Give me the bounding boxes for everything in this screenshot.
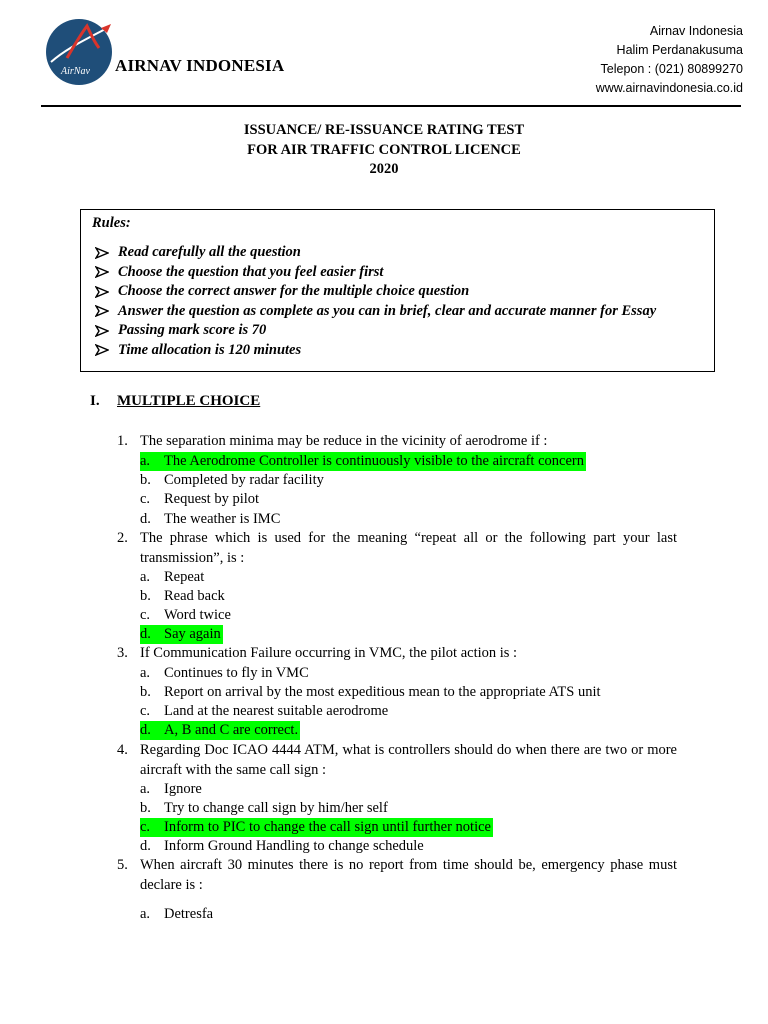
option-letter: d. bbox=[140, 511, 151, 527]
question-1 bbox=[117, 432, 677, 452]
option-letter: a. bbox=[140, 906, 151, 922]
answer-option[interactable] bbox=[140, 905, 215, 924]
rule-item bbox=[95, 341, 656, 361]
question-number: 5. bbox=[117, 857, 128, 873]
question-3 bbox=[117, 644, 677, 664]
answer-option[interactable] bbox=[140, 490, 261, 509]
rule-text: Choose the correct answer for the multiple choice question bbox=[118, 283, 470, 300]
answer-option[interactable] bbox=[140, 664, 311, 683]
question-text: The separation minima may be reduce in the vicinity of aerodrome if : bbox=[140, 433, 548, 449]
option-letter: c. bbox=[140, 491, 151, 507]
answer-option[interactable] bbox=[140, 702, 390, 721]
option-text: Land at the nearest suitable aerodrome bbox=[164, 703, 389, 719]
answer-option[interactable] bbox=[140, 625, 223, 644]
question-text: When aircraft 30 minutes there is no report from time should be, emergency phase must declare is : bbox=[140, 857, 677, 893]
option-text: Detresfa bbox=[164, 906, 214, 922]
question-4 bbox=[117, 741, 677, 780]
contact-block bbox=[596, 22, 743, 98]
question-number: 3. bbox=[117, 645, 128, 661]
option-letter: b. bbox=[140, 800, 151, 816]
answer-option[interactable] bbox=[140, 721, 300, 740]
option-text: Inform Ground Handling to change schedule bbox=[164, 838, 424, 854]
section-number: I. bbox=[90, 393, 100, 409]
option-text: A, B and C are correct. bbox=[164, 722, 299, 738]
section-title: MULTIPLE CHOICE bbox=[117, 393, 261, 409]
rule-item bbox=[95, 302, 656, 322]
question-text: The phrase which is used for the meaning “repeat all or the following part your last transmission”, is : bbox=[140, 530, 677, 566]
airnav-logo bbox=[45, 18, 117, 86]
option-letter: d. bbox=[140, 626, 151, 642]
option-letter: c. bbox=[140, 819, 151, 835]
answer-option[interactable] bbox=[140, 837, 426, 856]
option-letter: b. bbox=[140, 684, 151, 700]
rule-item bbox=[95, 243, 656, 263]
question-number: 4. bbox=[117, 742, 128, 758]
option-text: The Aerodrome Controller is continuously visible to the aircraft concern bbox=[164, 453, 584, 469]
option-letter: c. bbox=[140, 607, 151, 623]
contact-company: Airnav Indonesia bbox=[649, 24, 743, 38]
answer-option[interactable] bbox=[140, 799, 390, 818]
rule-text: Choose the question that you feel easier first bbox=[118, 263, 384, 280]
rule-text: Read carefully all the question bbox=[118, 244, 301, 261]
document-title bbox=[0, 121, 768, 180]
title-line-3: 2020 bbox=[369, 161, 399, 177]
option-text: Word twice bbox=[164, 607, 231, 623]
option-text: Request by pilot bbox=[164, 491, 260, 507]
arrow-bullet-icon bbox=[95, 266, 109, 278]
option-text: The weather is IMC bbox=[164, 511, 281, 527]
option-letter: a. bbox=[140, 665, 151, 681]
answer-option[interactable] bbox=[140, 818, 493, 837]
option-text: Repeat bbox=[164, 569, 205, 585]
contact-address: Halim Perdanakusuma bbox=[616, 43, 743, 57]
question-5 bbox=[117, 856, 677, 895]
option-letter: d. bbox=[140, 722, 151, 738]
question-text: If Communication Failure occurring in VMC, the pilot action is : bbox=[140, 645, 518, 661]
option-letter: a. bbox=[140, 781, 151, 797]
option-letter: d. bbox=[140, 838, 151, 854]
rules-box bbox=[80, 209, 715, 372]
option-letter: a. bbox=[140, 453, 151, 469]
arrow-bullet-icon bbox=[95, 305, 109, 317]
rules-heading: Rules: bbox=[92, 215, 131, 231]
rule-text: Time allocation is 120 minutes bbox=[118, 341, 302, 358]
arrow-bullet-icon bbox=[95, 325, 109, 337]
question-2 bbox=[117, 529, 677, 568]
option-text: Continues to fly in VMC bbox=[164, 665, 309, 681]
answer-option[interactable] bbox=[140, 606, 233, 625]
rule-text: Answer the question as complete as you can in brief, clear and accurate manner for Essay bbox=[118, 302, 657, 319]
rule-text: Passing mark score is 70 bbox=[118, 322, 267, 339]
document-header bbox=[0, 0, 768, 108]
option-letter: b. bbox=[140, 472, 151, 488]
rules-list bbox=[95, 243, 656, 360]
option-letter: c. bbox=[140, 703, 151, 719]
arrow-bullet-icon bbox=[95, 247, 109, 259]
option-text: Completed by radar facility bbox=[164, 472, 324, 488]
logo-text: AirNav bbox=[61, 66, 90, 77]
answer-option[interactable] bbox=[140, 510, 282, 529]
section-heading bbox=[90, 393, 260, 410]
title-line-2: FOR AIR TRAFFIC CONTROL LICENCE bbox=[247, 141, 521, 158]
question-number: 1. bbox=[117, 433, 128, 449]
answer-option[interactable] bbox=[140, 568, 206, 587]
question-text: Regarding Doc ICAO 4444 ATM, what is controllers should do when there are two or more aircraft with the same call sign : bbox=[140, 742, 677, 778]
title-line-1: ISSUANCE/ RE-ISSUANCE RATING TEST bbox=[243, 122, 525, 138]
option-text: Report on arrival by the most expeditious mean to the appropriate ATS unit bbox=[164, 684, 601, 700]
answer-option[interactable] bbox=[140, 452, 586, 471]
answer-option[interactable] bbox=[140, 471, 326, 490]
option-letter: b. bbox=[140, 588, 151, 604]
answer-option[interactable] bbox=[140, 683, 603, 702]
question-number: 2. bbox=[117, 530, 128, 546]
option-text: Try to change call sign by him/her self bbox=[164, 800, 388, 816]
rule-item bbox=[95, 321, 656, 341]
rule-item bbox=[95, 282, 656, 302]
option-letter: a. bbox=[140, 569, 151, 585]
brand-name: AIRNAV INDONESIA bbox=[115, 56, 285, 75]
option-text: Ignore bbox=[164, 781, 202, 797]
arrow-bullet-icon bbox=[95, 344, 109, 356]
option-text: Inform to PIC to change the call sign until further notice bbox=[164, 819, 491, 835]
arrow-bullet-icon bbox=[95, 286, 109, 298]
header-divider bbox=[41, 105, 741, 107]
option-text: Say again bbox=[164, 626, 221, 642]
answer-option[interactable] bbox=[140, 780, 204, 799]
answer-option[interactable] bbox=[140, 587, 227, 606]
contact-website: www.airnavindonesia.co.id bbox=[595, 81, 743, 95]
contact-phone: Telepon : (021) 80899270 bbox=[600, 62, 743, 76]
rule-item bbox=[95, 263, 656, 283]
option-text: Read back bbox=[164, 588, 225, 604]
